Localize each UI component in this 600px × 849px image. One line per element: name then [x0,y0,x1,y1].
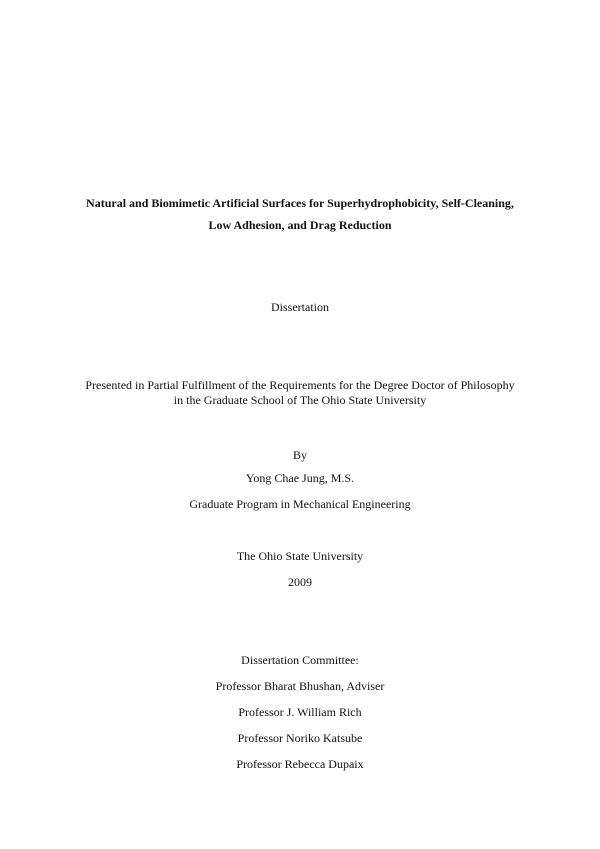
document-type: Dissertation [271,300,329,314]
institution-name: The Ohio State University [236,549,364,563]
author-name: Yong Chae Jung, M.S. [245,471,355,485]
committee-member: Professor J. William Rich [238,705,362,719]
year: 2009 [288,575,312,589]
committee-member: Professor Rebecca Dupaix [236,757,364,771]
presentation-statement-line-2: in the Graduate School of The Ohio State University [173,393,427,407]
committee-member: Professor Bharat Bhushan, Adviser [215,679,385,693]
thesis-title-line-1: Natural and Biomimetic Artificial Surfaces for Superhydrophobicity, Self-Cleaning, [86,196,514,210]
thesis-title-line-2: Low Adhesion, and Drag Reduction [208,218,392,232]
committee-member: Professor Noriko Katsube [237,731,363,745]
committee-heading: Dissertation Committee: [241,653,359,667]
presentation-statement-line-1: Presented in Partial Fulfillment of the Requirements for the Degree Doctor of Philosophy [85,378,515,392]
by-label: By [292,448,307,462]
graduate-program: Graduate Program in Mechanical Engineering [189,497,411,511]
